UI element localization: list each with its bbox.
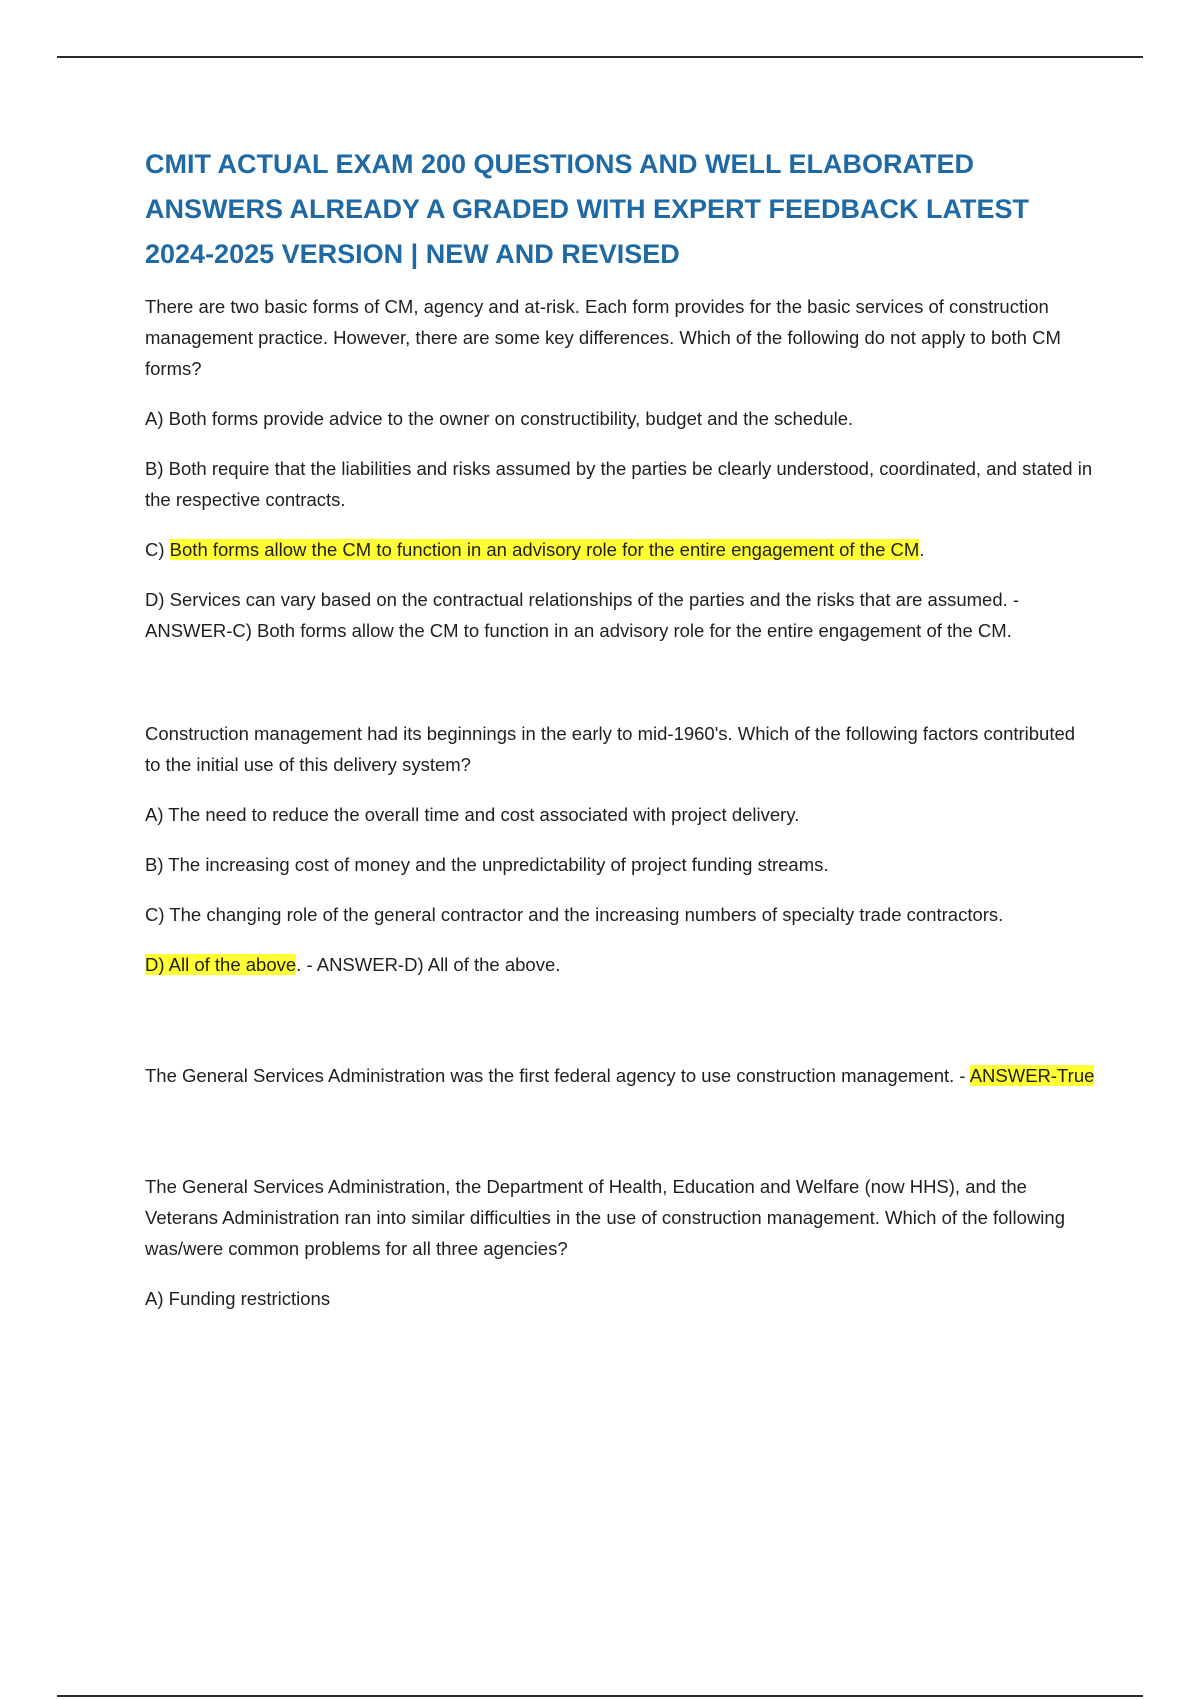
document-title: CMIT ACTUAL EXAM 200 QUESTIONS AND WELL ELABORATED ANSWERS ALREADY A GRADED WITH EXPERT FEEDBACK LATEST 2024-2025 VERSION | NEW AND REVISED xyxy=(145,149,1030,269)
question-block-2 xyxy=(145,718,1095,980)
question-text: The General Services Administration was the first federal agency to use construction management. - xyxy=(145,1065,970,1086)
question-block-3 xyxy=(145,1060,1095,1091)
top-rule xyxy=(57,56,1143,58)
answer-text: . - ANSWER-D) All of the above. xyxy=(296,954,561,975)
option-b: B) Both require that the liabilities and risks assumed by the parties be clearly understood, coordinated, and stated in the respective contracts. xyxy=(145,458,1093,510)
option-c-suffix: . xyxy=(919,539,925,560)
question-text: There are two basic forms of CM, agency and at-risk. Each form provides for the basic services of construction management practice. However, there are some key differences. Which of the following do not apply to both CM forms? xyxy=(145,296,1061,379)
option-d-with-answer xyxy=(145,949,1095,980)
option-c: C) The changing role of the general contractor and the increasing numbers of specialty trade contractors. xyxy=(145,904,1004,925)
highlighted-answer: D) All of the above xyxy=(145,954,297,975)
document-body xyxy=(145,142,1095,1314)
option-b: B) The increasing cost of money and the unpredictability of project funding streams. xyxy=(145,854,829,875)
option-a: A) Funding restrictions xyxy=(145,1288,331,1309)
question-text: The General Services Administration, the Department of Health, Education and Welfare (now HHS), and the Veterans Administration ran into similar difficulties in the use of construction management. Which of the following was/were common problems for all three agencies? xyxy=(145,1176,1065,1259)
highlighted-answer: Both forms allow the CM to function in an advisory role for the entire engagement of the CM xyxy=(169,539,920,560)
option-a: A) Both forms provide advice to the owner on constructibility, budget and the schedule. xyxy=(145,408,854,429)
option-c-prefix: C) xyxy=(145,539,170,560)
question-text: Construction management had its beginnings in the early to mid-1960's. Which of the following factors contributed to the initial use of this delivery system? xyxy=(145,723,1076,775)
bottom-rule xyxy=(57,1695,1143,1697)
option-d-with-answer: D) Services can vary based on the contractual relationships of the parties and the risks that are assumed. - ANSWER-C) Both forms allow the CM to function in an advisory role for the entire engagement of the CM. xyxy=(145,589,1020,641)
question-block-4 xyxy=(145,1171,1095,1314)
option-a: A) The need to reduce the overall time and cost associated with project delivery. xyxy=(145,804,800,825)
question-block-1 xyxy=(145,291,1095,646)
highlighted-answer: ANSWER-True xyxy=(969,1065,1095,1086)
option-c xyxy=(145,534,1095,565)
question-with-answer xyxy=(145,1060,1095,1091)
